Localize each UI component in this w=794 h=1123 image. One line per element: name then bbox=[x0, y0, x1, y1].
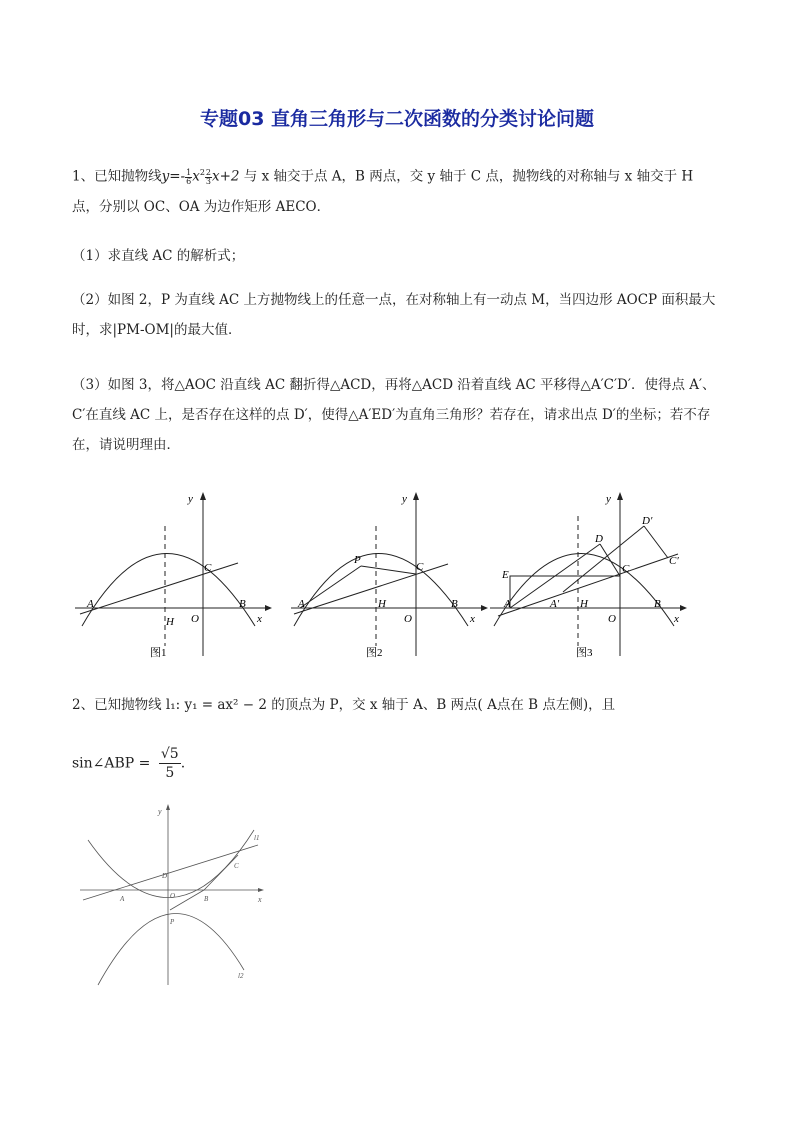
label-y: y bbox=[158, 807, 162, 816]
y-arrow bbox=[166, 804, 170, 810]
segment-d2c2 bbox=[644, 526, 668, 558]
label-a-prime: A′ bbox=[550, 598, 560, 610]
label-c: C bbox=[416, 561, 424, 573]
label-h: H bbox=[580, 598, 588, 610]
q1-statement: 1、已知抛物线y=- $\frac{1}{6}$ $x^2$ $\frac{2}{3}$ x+2 与 x 轴交于点 A，B 两点，交 y 轴于 C 点，抛物线的对称轴与 x 轴交于 H 点，分别以 OC、OA 为边作矩形 AECO． bbox=[72, 167, 694, 215]
sin-equation bbox=[72, 745, 185, 782]
fig1-caption: 图1 bbox=[150, 647, 167, 659]
label-a: A bbox=[298, 598, 305, 610]
label-e: E bbox=[502, 569, 509, 581]
q1-part3: （3）如图 3，将△AOC 沿直线 AC 翻折得△ACD，再将△ACD 沿着直线 AC 平移得△A′C′D′．使得点 A′、C′在直线 AC 上，是否存在这样的点 D′，使得△A′ED′为直角三角形？若存在，请求出点 D′的坐标；若不存在，请说明理由． bbox=[72, 377, 716, 453]
sin-end: . bbox=[180, 755, 186, 772]
segment-pc bbox=[361, 566, 416, 574]
label-x: x bbox=[470, 613, 475, 625]
label-a: A bbox=[87, 598, 94, 610]
label-p: P bbox=[354, 554, 361, 566]
label-y: y bbox=[188, 493, 193, 505]
q2-statement: 2、已知抛物线 l₁: y₁ = ax² − 2 的顶点为 P，交 x 轴于 A、B 两点( A点在 B 点左侧)，且 bbox=[72, 697, 616, 713]
figure-q2 bbox=[78, 800, 278, 990]
frac-den: 3 bbox=[205, 176, 211, 186]
sin-den: 5 bbox=[165, 765, 175, 781]
y-arrow bbox=[200, 492, 206, 500]
q1-intro-rest: 与 x 轴交于点 A，B 两点，交 y 轴于 C 点，抛物线的对称轴与 x 轴交于 H 点，分别以 OC、OA 为边作矩形 AECO． bbox=[72, 168, 694, 215]
y-arrow bbox=[617, 492, 623, 500]
label-d: D bbox=[595, 533, 603, 545]
x-arrow bbox=[680, 605, 687, 611]
x-arrow bbox=[481, 605, 488, 611]
label-h: H bbox=[378, 598, 386, 610]
line-ac bbox=[294, 564, 448, 614]
label-b: B bbox=[654, 598, 661, 610]
q1-part2: （2）如图 2，P 为直线 AC 上方抛物线上的任意一点，在对称轴上有一动点 M，当四边形 AOCP 面积最大时，求|PM-OM|的最大值． bbox=[72, 292, 716, 338]
segment-a2d2 bbox=[563, 526, 644, 592]
label-o: O bbox=[404, 613, 412, 625]
q1-formula-y: y=- bbox=[161, 168, 186, 185]
label-d-prime: D′ bbox=[642, 515, 653, 527]
label-o: O bbox=[191, 613, 199, 625]
label-o: O bbox=[170, 892, 176, 900]
line-ac bbox=[498, 554, 678, 616]
fraction-2-3 bbox=[205, 169, 212, 186]
parabola bbox=[294, 554, 468, 627]
label-x: x bbox=[257, 613, 262, 625]
frac-num: 2 bbox=[205, 167, 211, 177]
sin-num: √5 bbox=[160, 746, 179, 762]
x-arrow bbox=[258, 888, 264, 892]
figure-2 bbox=[286, 486, 496, 661]
label-y: y bbox=[402, 493, 407, 505]
label-l1: l1 bbox=[254, 834, 260, 842]
label-o: O bbox=[608, 613, 616, 625]
figure-3 bbox=[488, 486, 698, 661]
q1-intro: 1、已知抛物线 bbox=[72, 168, 162, 185]
x-arrow bbox=[265, 605, 272, 611]
line-ac bbox=[80, 563, 238, 614]
label-a: A bbox=[504, 598, 511, 610]
label-x: x bbox=[258, 895, 262, 904]
label-x: x bbox=[674, 613, 679, 625]
label-c: C bbox=[622, 563, 630, 575]
page-title: 专题03 直角三角形与二次函数的分类讨论问题 bbox=[199, 108, 595, 130]
q1-part1: （1）求直线 AC 的解析式； bbox=[72, 248, 245, 264]
label-b: B bbox=[451, 598, 458, 610]
label-y: y bbox=[606, 493, 611, 505]
label-p: P bbox=[170, 918, 175, 926]
frac-den: 6 bbox=[186, 176, 192, 186]
label-b: B bbox=[239, 598, 246, 610]
fig3-caption: 图3 bbox=[576, 647, 593, 659]
sin-fraction bbox=[159, 745, 181, 782]
label-h: H bbox=[166, 616, 174, 628]
q1-formula-end: x+2 bbox=[212, 168, 240, 185]
label-c: C bbox=[204, 562, 212, 574]
label-l2: l2 bbox=[238, 972, 244, 980]
label-c-prime: C′ bbox=[669, 555, 679, 567]
label-a: A bbox=[120, 895, 125, 903]
sin-left: sin∠ABP = bbox=[72, 755, 151, 772]
label-d: D bbox=[162, 872, 168, 880]
label-b: B bbox=[204, 895, 209, 903]
label-c: C bbox=[234, 862, 239, 870]
q1-formula-x: x bbox=[192, 168, 200, 185]
fig2-caption: 图2 bbox=[366, 647, 383, 659]
segment-bp bbox=[170, 890, 204, 910]
frac-num: 1 bbox=[186, 167, 192, 177]
y-arrow bbox=[413, 492, 419, 500]
figure-1 bbox=[70, 486, 280, 661]
